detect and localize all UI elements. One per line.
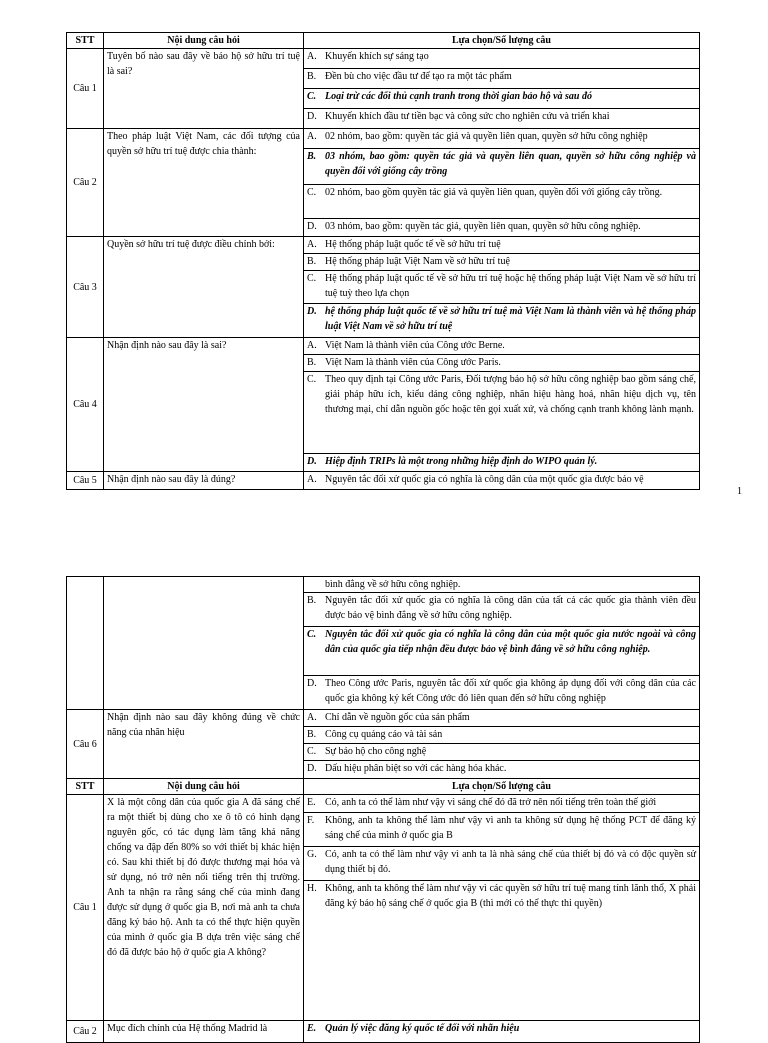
answer-option: [304, 304, 700, 338]
answer-option: [304, 744, 700, 761]
option-text: Không, anh ta không thể làm như vậy vì các quyền sở hữu trí tuệ mang tính lãnh thổ, X phải đăng ký bảo hộ sáng chế ở quốc gia B (thì mới có thể thực thi quyền): [325, 883, 696, 909]
option-letter: D.: [307, 111, 317, 122]
option-text: Theo quy định tại Công ước Paris, Đối tượng bảo hộ sở hữu công nghiệp bao gồm sáng chế, giải pháp hữu ích, kiểu dáng công nghiệp, nhãn hiệu hàng hoá, nhãn hiệu dịch vụ, tên thương mại, chỉ dẫn nguồn gốc hoặc tên gọi xuất xứ, và chống cạnh tranh không lành mạnh.: [325, 374, 696, 415]
option-letter: C.: [307, 91, 317, 102]
option-text: Dấu hiệu phân biệt so với các hàng hóa khác.: [325, 763, 507, 774]
question-number: Câu 1: [67, 795, 104, 1021]
header-stt: STT: [67, 779, 104, 795]
option-letter: F.: [307, 815, 315, 826]
option-text: 03 nhóm, bao gồm: quyền tác giả, quyền liên quan, quyền sở hữu công nghiệp.: [325, 221, 641, 232]
question-number: Câu 3: [67, 237, 104, 338]
option-letter: D.: [307, 763, 317, 774]
question-text: Tuyên bố nào sau đây về bảo hộ sở hữu trí tuệ là sai?: [104, 49, 304, 129]
option-letter: C.: [307, 629, 317, 640]
option-letter: D.: [307, 221, 317, 232]
option-letter: C.: [307, 187, 317, 198]
option-text: hệ thống pháp luật quốc tế về sở hữu trí tuệ mà Việt Nam là thành viên và hệ thống pháp luật Việt Nam về sở hữu trí tuệ: [325, 306, 696, 332]
option-letter: A.: [307, 239, 317, 250]
answer-option-continued: [304, 577, 700, 593]
option-text: Sự bảo hộ cho công nghệ: [325, 746, 427, 757]
answer-option: [304, 69, 700, 89]
table-row: [67, 129, 700, 149]
option-text: Nguyên tắc đối xử quốc gia có nghĩa là công dân của một quốc gia được bảo vệ: [325, 474, 644, 485]
answer-option: [304, 372, 700, 454]
header-question: Nội dung câu hỏi: [104, 779, 304, 795]
option-text: Đền bù cho việc đầu tư để tạo ra một tác phẩm: [325, 71, 512, 82]
option-text: 03 nhóm, bao gồm: quyền tác giả và quyền liên quan, quyền sở hữu công nghiệp và quyền đối với giống cây trồng: [325, 151, 696, 177]
header-stt: STT: [67, 33, 104, 49]
answer-option: [304, 627, 700, 676]
option-letter: B.: [307, 256, 317, 267]
option-letter: A.: [307, 340, 317, 351]
option-text: Hệ thống pháp luật quốc tế về sở hữu trí tuệ: [325, 239, 501, 250]
option-text: Khuyến khích đầu tư tiền bạc và công sức cho nghiên cứu và triển khai: [325, 111, 610, 122]
option-text: Có, anh ta có thể làm như vậy vì sáng chế đó đã trở nên nổi tiếng trên toàn thế giới: [325, 797, 657, 808]
option-text: Loại trừ các đối thủ cạnh tranh trong thời gian bảo hộ và sau đó: [325, 91, 592, 102]
question-table-page-2: [66, 576, 700, 1043]
answer-option: [304, 454, 700, 472]
option-letter: A.: [307, 131, 317, 142]
option-letter: B.: [307, 729, 317, 740]
option-letter: A.: [307, 712, 317, 723]
answer-option: [304, 593, 700, 627]
answer-option: [304, 109, 700, 129]
option-text: Công cụ quảng cáo và tài sản: [325, 729, 443, 740]
page-number: 1: [737, 486, 742, 497]
answer-option: [304, 355, 700, 372]
answer-option: [304, 881, 700, 1021]
option-letter: H.: [307, 883, 317, 894]
option-text: Việt Nam là thành viên của Công ước Paris.: [325, 357, 501, 368]
question-number: Câu 4: [67, 338, 104, 472]
question-number: Câu 2: [67, 1021, 104, 1043]
answer-option: [304, 271, 700, 304]
option-text: 02 nhóm, bao gồm: quyền tác giả và quyền liên quan, quyền sở hữu công nghiệp: [325, 131, 648, 142]
option-letter: A.: [307, 474, 317, 485]
option-letter: C.: [307, 273, 317, 284]
question-number: Câu 5: [67, 472, 104, 490]
option-text: Hệ thống pháp luật Việt Nam về sở hữu trí tuệ: [325, 256, 510, 267]
answer-option: [304, 761, 700, 779]
option-text: Chỉ dẫn về nguồn gốc của sản phẩm: [325, 712, 470, 723]
answer-option: [304, 813, 700, 847]
question-number: Câu 2: [67, 129, 104, 237]
answer-option: [304, 795, 700, 813]
answer-option: [304, 727, 700, 744]
answer-option: [304, 472, 700, 490]
question-text: Nhận định nào sau đây không đúng về chức năng của nhãn hiệu: [104, 710, 304, 779]
question-number: Câu 1: [67, 49, 104, 129]
option-letter: E.: [307, 1023, 317, 1034]
answer-option: [304, 254, 700, 271]
table-row: [67, 49, 700, 69]
answer-option: [304, 129, 700, 149]
table-row: [67, 338, 700, 355]
answer-option: [304, 676, 700, 710]
option-text: Nguyên tắc đối xử quốc gia có nghĩa là công dân của tất cả các quốc gia thành viên đều được bảo vệ bình đẳng về sở hữu công nghiệp.: [325, 595, 696, 621]
header-question: Nội dung câu hỏi: [104, 33, 304, 49]
answer-option: [304, 219, 700, 237]
header-options: Lựa chọn/Số lượng câu: [304, 33, 700, 49]
question-text: Theo pháp luật Việt Nam, các đối tượng của quyền sở hữu trí tuệ được chia thành:: [104, 129, 304, 237]
table-row: [67, 710, 700, 727]
table-row: [67, 237, 700, 254]
option-text: bình đẳng về sở hữu công nghiệp.: [325, 579, 461, 590]
option-text: Không, anh ta không thể làm như vậy vì anh ta không sử dụng hệ thống PCT để đăng ký sáng chế của mình ở quốc gia B: [325, 815, 696, 841]
table-header-row: [67, 779, 700, 795]
answer-option: [304, 185, 700, 219]
option-text: Có, anh ta có thể làm như vậy vì anh ta là nhà sáng chế của thiết bị đó và có độc quyền sử dụng thiết bị đó.: [325, 849, 696, 875]
question-number-continued: [67, 577, 104, 710]
option-text: 02 nhóm, bao gồm quyền tác giả và quyền liên quan, quyền đối với giống cây trồng.: [325, 187, 663, 198]
option-text: Nguyên tắc đối xử quốc gia có nghĩa là công dân của một quốc gia nước ngoài và công dân của quốc gia tiếp nhận đều được bảo vệ bình đẳng về sở hữu công nghiệp.: [325, 629, 696, 655]
option-letter: B.: [307, 151, 317, 162]
question-text: Quyền sở hữu trí tuệ được điều chỉnh bởi:: [104, 237, 304, 338]
question-text-continued: [104, 577, 304, 710]
option-letter: B.: [307, 357, 317, 368]
answer-option: [304, 710, 700, 727]
question-number: Câu 6: [67, 710, 104, 779]
option-text: Hiệp định TRIPs là một trong những hiệp định do WIPO quản lý.: [325, 456, 598, 467]
question-text: Nhận định nào sau đây là sai?: [104, 338, 304, 472]
option-text: Quản lý việc đăng ký quốc tế đối với nhãn hiệu: [325, 1023, 520, 1034]
option-text: Hệ thống pháp luật quốc tế về sở hữu trí tuệ hoặc hệ thống pháp luật Việt Nam về sở hữu trí tuệ tuỳ theo lựa chọn: [325, 273, 696, 299]
option-letter: C.: [307, 374, 317, 385]
question-text: Mục đích chính của Hệ thống Madrid là: [104, 1021, 304, 1043]
option-text: Khuyến khích sự sáng tạo: [325, 51, 429, 62]
answer-option: [304, 237, 700, 254]
option-letter: E.: [307, 797, 316, 808]
header-options: Lựa chọn/Số lượng câu: [304, 779, 700, 795]
option-letter: D.: [307, 678, 317, 689]
table-row: [67, 795, 700, 813]
option-letter: B.: [307, 71, 317, 82]
answer-option: [304, 847, 700, 881]
table-row: [67, 577, 700, 593]
option-letter: A.: [307, 51, 317, 62]
answer-option: [304, 338, 700, 355]
option-text: Việt Nam là thành viên của Công ước Berne.: [325, 340, 505, 351]
question-text: Nhận định nào sau đây là đúng?: [104, 472, 304, 490]
option-letter: G.: [307, 849, 317, 860]
option-letter: D.: [307, 456, 317, 467]
answer-option: [304, 49, 700, 69]
option-letter: C.: [307, 746, 317, 757]
option-letter: D.: [307, 306, 317, 317]
question-table-page-1: [66, 32, 700, 490]
option-text: Theo Công ước Paris, nguyên tắc đối xử quốc gia không áp dụng đối với công dân của các quốc gia không ký kết Công ước đó liên quan đến sở hữu công nghiệp: [325, 678, 696, 704]
answer-option: [304, 149, 700, 185]
answer-option: [304, 89, 700, 109]
table-row: [67, 472, 700, 490]
question-text: X là một công dân của quốc gia A đã sáng chế ra một thiết bị dùng cho xe ô tô có hình dạng nguyên gốc, có tác dụng làm tăng khả năng chống va đập đến 80% so với thiết bị khác hiện có. Sau khi thiết bị đó được thương mại hóa và sử dụng, nó trở nên nổi tiếng trên thị trường. Anh ta nhận ra rằng sáng chế của mình đang được sử dụng ở quốc gia B, nơi mà anh ta chưa đăng ký bảo hộ. Anh ta có thể thực hiện quyền của mình ở quốc gia B dựa trên việc sáng chế đó đã được bảo hộ ở quốc gia A không?: [104, 795, 304, 1021]
option-letter: B.: [307, 595, 317, 606]
